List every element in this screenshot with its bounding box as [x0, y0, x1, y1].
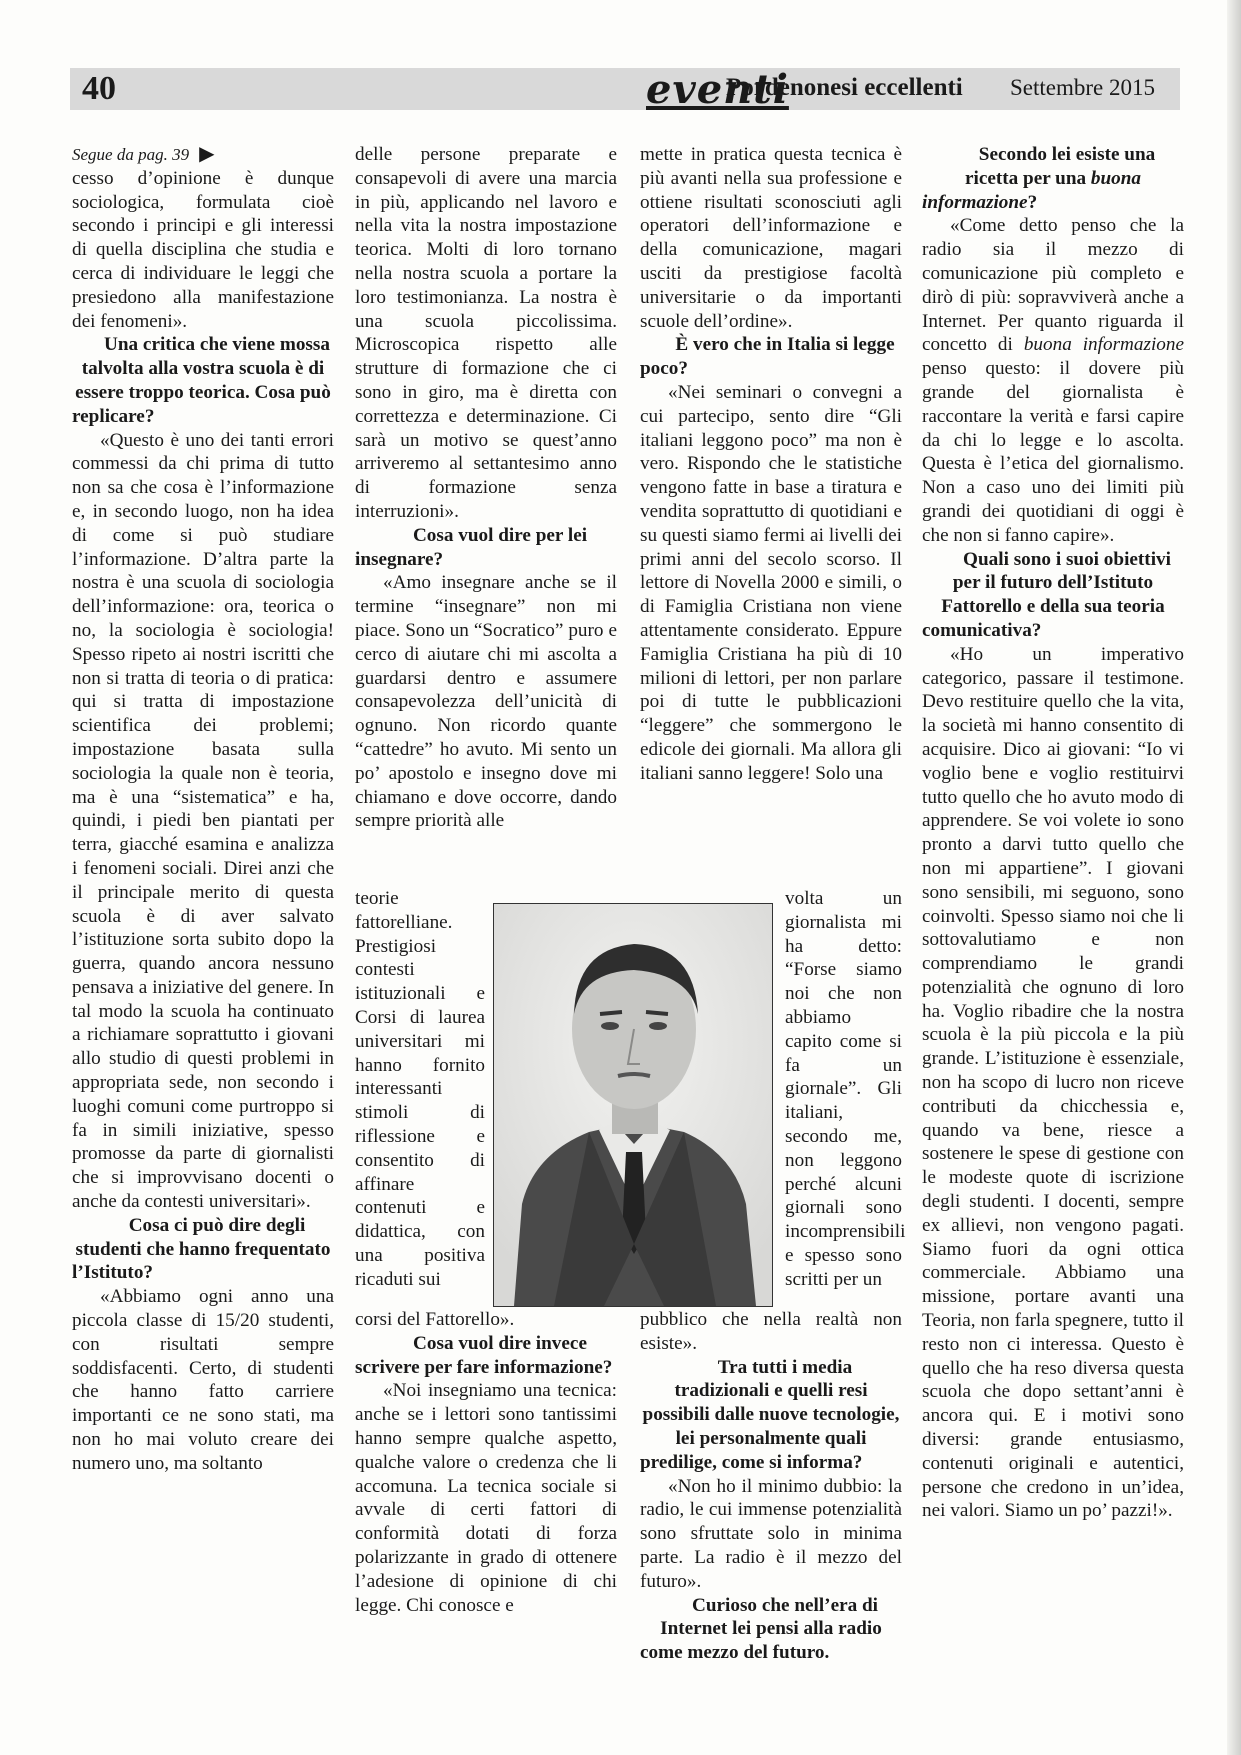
play-arrow-icon: ▶: [199, 143, 215, 165]
question-heading: Una critica che viene mossa talvolta alla vostra scuola è di essere troppo teorica. Cosa può replicare?: [72, 334, 331, 427]
column-2: [355, 143, 617, 833]
column-3: [640, 143, 902, 786]
paragraph: delle persone preparate e consapevoli di avere una marcia in più, applicando nel lavoro e nella vita la nostra impostazione teorica. Molti di loro tornano nella nostra scuola a portare la loro testimonianza. La nostra è una scuola piccolissima. Microscopica rispetto alle strutture di formazione che ci sono in giro, ma è diretta con correttezza e determinazione. Ci sarà un motivo se quest’anno arriveremo al settantesimo anno di formazione senza interruzioni».: [355, 144, 617, 522]
issue-date: Settembre 2015: [1010, 75, 1155, 100]
column-2-bottom: [355, 1308, 617, 1617]
question-heading: Secondo lei esiste una ricetta per una buona informazione?: [922, 144, 1156, 213]
answer-paragraph: «Noi insegniamo una tecnica: anche se i lettori sono tantissimi hanno sempre qualche aspetto, qualche valore o credenza che li accomuna. La tecnica sociale si avvale di certi fattori di conformità dotati di forza polarizzante in grado di ottenere l’adesione di opinione di chi legge. Chi conosce e: [355, 1380, 617, 1616]
section-title: Pordenonesi eccellenti: [726, 74, 963, 101]
continued-note: Segue da pag. 39 ▶: [72, 143, 215, 165]
question-heading: Quali sono i suoi obiettivi per il futuro dell’Istituto Fattorello e della sua teoria comunicativa?: [922, 548, 1171, 641]
paragraph: teorie fattorelliane. Prestigiosi contesti istituzionali e Corsi di laurea universitari mi hanno fornito interessanti stimoli di riflessione e consentito di affinare contenuti e didattica, con una positiva ricaduti sui: [355, 888, 485, 1290]
column-2-wrap: [355, 887, 485, 1292]
page-header: [70, 66, 1180, 113]
answer-paragraph: «Questo è uno dei tanti errori commessi da chi prima di tutto non sa che cosa è l’informazione e, in secondo luogo, non ha idea di come si può studiare l’informazione. D’altra parte la nostra è una scuola di sociologia dell’informazione: ora, teorica o no, la sociologia è sociologia! Spesso ripeto ai nostri iscritti che non si tratta di teoria o di pratica: qui si tratta di impostazione scientifica dei problemi; impostazione basata sulla sociologia la quale non è teoria, ma è una “sistematica” e ha, quindi, i piedi ben piantati per terra, giacché esamina e analizza i fenomeni sociali. Direi anzi che il principale merito di questa scuola è di aver salvato l’istituzione sorta subito dopo la guerra, quando ancora nessuno pensava a iniziative del genere. In tal modo la scuola ha continuato a richiamare soprattutto i giovani allo studio di questi problemi in appropriata sede, non secondo i luoghi comuni come purtroppo si fa in simili iniziative, spesso promosse da parte di giornalisti che si improvvisano docenti o anche da contesti universitari».: [72, 429, 334, 1213]
answer-paragraph: «Amo insegnare anche se il termine “insegnare” non mi piace. Sono un “Socratico” puro e cerco di aiutare chi mi ascolta a guardarsi dentro e assumere consapevolezza dell’unicità di ognuno. Non ricordo quante “cattedre” ho avuto. Mi sento un po’ apostolo e insegno dove mi chiamano e dove occorre, dando sempre priorità alle: [355, 572, 617, 832]
paragraph: mette in pratica questa tecnica è più avanti nella sua professione e ottiene risultati sconosciuti agli operatori dell’informazione e della comunicazione, magari usciti da prestigiose facoltà universitarie o da importanti scuole dell’ordine».: [640, 144, 902, 332]
brand-logo: eventi: [646, 66, 789, 113]
answer-paragraph: «Nei seminari o convegni a cui partecipo, sento dire “Gli italiani leggono poco” ma non è vero. Rispondo che le statistiche vengono fatte in base a tiratura e vendita soprattutto di quotidiani e su questi siamo fermi ai livelli dei primi anni del secolo scorso. Il lettore di Novella 2000 e simili, o di Famiglia Cristiana non viene attentamente considerato. Eppure Famiglia Cristiana ha più di 10 milioni di lettori, per non parlare poi di tutte le pubblicazioni “leggere” che sommergono le edicole dei giornali. Ma allora gli italiani sanno leggere! Solo una: [640, 381, 902, 784]
paragraph: volta un giornalista mi ha detto: “Forse siamo noi che non abbiamo capito come si fa un giornale”. Gli italiani, secondo me, non leggono perché alcuni giornali sono incomprensibili e spesso sono scritti per un: [785, 888, 906, 1290]
column-1: [72, 143, 334, 1476]
answer-paragraph: «Non ho il minimo dubbio: la radio, le cui immense potenzialità sono sfruttate solo in minima parte. La radio è il mezzo del futuro».: [640, 1475, 902, 1592]
question-heading: È vero che in Italia si legge poco?: [640, 334, 895, 380]
portrait-illustration: [494, 904, 772, 1306]
question-heading: Cosa vuol dire per lei insegnare?: [355, 524, 588, 570]
page-number: 40: [82, 70, 116, 107]
paragraph: cesso d’opinione è dunque sociologica, formulata cioè secondo i principi e gli interessi di quella disciplina che studia e cerca di individuare le leggi che presiedono alla manifestazione dei fenomeni».: [72, 167, 334, 332]
paragraph: pubblico che nella realtà non esiste».: [640, 1309, 902, 1354]
question-heading: Tra tutti i media tradizionali e quelli resi possibili dalle nuove tecnologie, lei personalmente quali predilige, come si informa?: [640, 1356, 900, 1473]
column-3-wrap: [785, 887, 906, 1292]
answer-paragraph: «Abbiamo ogni anno una piccola classe di 15/20 studenti, con risultati sempre soddisfacenti. Certo, di studenti che hanno fatto carriere importanti ce ne sono stati, ma non ho mai voluto creare dei numero uno, ma soltanto: [72, 1286, 334, 1474]
question-heading: Cosa ci può dire degli studenti che hanno frequentato l’Istituto?: [72, 1214, 331, 1284]
question-heading: Cosa vuol dire invece scrivere per fare informazione?: [355, 1332, 613, 1378]
question-heading: Curioso che nell’era di Internet lei pensi alla radio come mezzo del futuro.: [640, 1594, 882, 1664]
column-4: [922, 143, 1184, 1523]
page-edge-shadow: [1227, 0, 1241, 1755]
column-3-bottom: [640, 1308, 902, 1665]
answer-paragraph: «Come detto penso che la radio sia il mezzo di comunicazione più completo e dirò di più: sopravviverà anche a Internet. Per quanto riguarda il concetto di buona informazione penso questo: il dovere più grande del giornalista è raccontare la verità e farsi capire da chi lo legge e lo ascolta. Questa è l’etica del giornalismo. Non a caso uno dei limiti più grandi dei quotidiani di oggi è che non si fanno capire».: [922, 215, 1184, 546]
portrait-photo: [493, 903, 773, 1307]
paragraph: corsi del Fattorello».: [355, 1309, 515, 1330]
answer-paragraph: «Ho un imperativo categorico, passare il testimone. Devo restituire quello che la vita, la società mi hanno consentito di acquisire. Dico ai giovani: “Io vi voglio bene e voglio restituirvi tutto quello che ho avuto modo di apprendere. Se voi volete io sono pronto a darvi tutto quello che non mi appartiene”. I giovani sono sensibili, mi seguono, sono coinvolti. Spesso siamo noi che li sottovalutiamo e non comprendiamo le grandi potenzialità che ognuno di loro ha. Voglio ribadire che la nostra scuola è la più piccola e la più grande. L’istituzione è essenziale, non ha scopo di lucro non riceve contributi da chicchessia e, quando va bene, riesce a sostenere le spese di gestione con le modeste quote di iscrizione degli studenti. I docenti, sempre ex allievi, non vengono pagati. Siamo fuori da ogni ottica commerciale. Abbiamo una missione, portare avanti una Teoria, non farla spegnere, tutto il resto non ci interessa. Questo è quello che ha reso diversa questa scuola che dopo settant’anni è ancora qui. E i motivi sono diversi: grande entusiasmo, contenuti originali e autentici, persone che credono in un’idea, nei valori. Siamo un po’ pazzi!».: [922, 643, 1184, 1522]
